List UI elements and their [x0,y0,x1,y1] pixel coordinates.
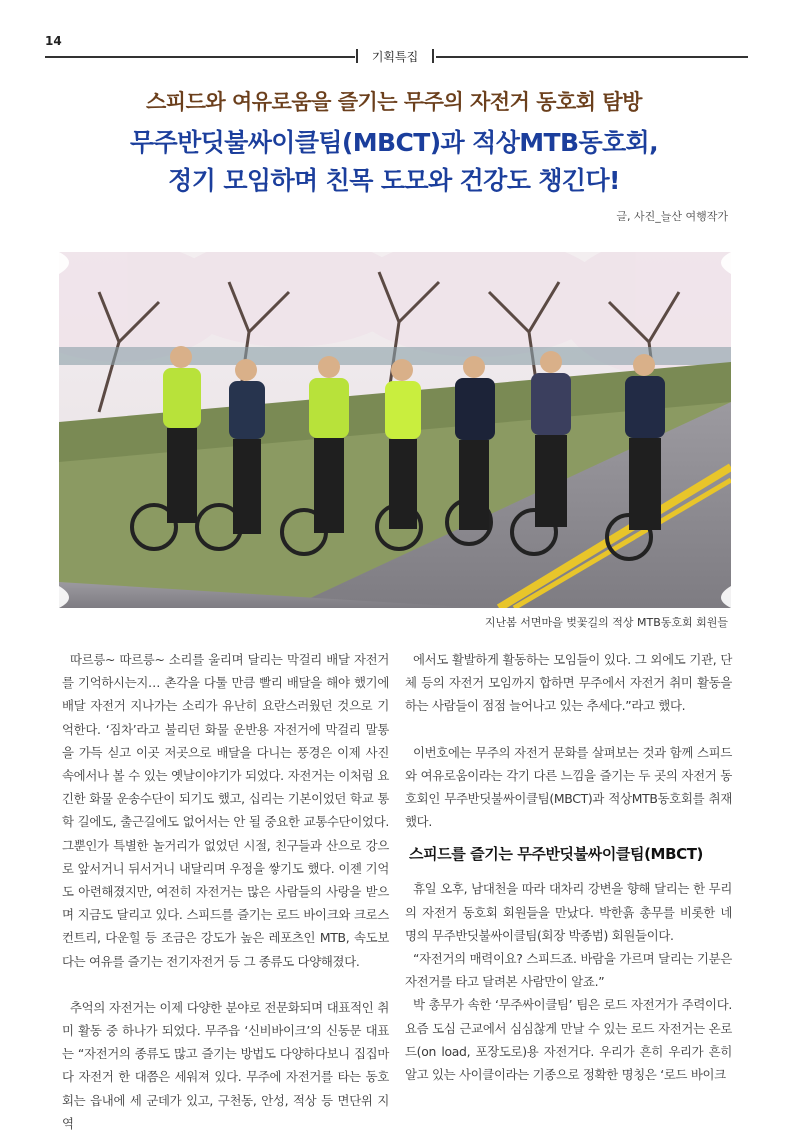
header-divider-right [432,49,434,63]
header-divider-left [356,49,358,63]
header-rule-left [45,56,355,58]
paragraph: 에서도 활발하게 활동하는 모임들이 있다. 그 외에도 기관, 단체 등의 자전거 모임까지 합하면 무주에서 자전거 취미 활동을 하는 사람들이 점점 늘어나고 있는 추세다.”라고 했다. [405,652,732,714]
paragraph: 휴일 오후, 남대천을 따라 대차리 강변을 향해 달리는 한 무리의 자전거 동호회 회원들을 만났다. 박한흙 총무를 비롯한 네 명의 무주반딧불싸이클팀(회장 박종범) 회원들이다. [405,881,732,943]
paragraph: 따르릉~ 따르릉~ 소리를 울리며 달리는 막걸리 배달 자전거를 기억하시는지… 촌각을 다툴 만큼 빨리 배달을 해야 했기에 배달 자전거 지나가는 소리가 유난히 요란스러웠던 것으로 기억한다. ‘짐차’라고 불리던 화물 운반용 자전거에 막걸리 말통을 가득 싣고 이곳 저곳으로 배달을 다니는 풍경은 이제 사진 속에서나 볼 수 있는 옛날이야기가 되었다. 자전거는 이처럼 요긴한 화물 운송수단이 되기도 했고, 십리는 기본이었던 학교 통학 길에도, 출근길에도 없어서는 안 될 중요한 교통수단이었다. 그뿐인가 특별한 놀거리가 없었던 시절, 친구들과 산으로 강으로 앞서거니 뒤서거니 내달리며 우정을 쌓기도 했다. 이젠 기억도 아련해졌지만, 여전히 자전거는 많은 사람들의 사랑을 받으며 지금도 달리고 있다. 스피드를 즐기는 로드 바이크와 크로스컨트리, 다운힐 등 조금은 강도가 높은 레포츠인 MTB, 속도보다는 여유를 즐기는 전기자전거 등 그 종류도 다양해졌다. [62,652,389,969]
paragraph: 박 총무가 속한 ‘무주싸이클팀’ 팀은 로드 자전거가 주력이다. 요즘 도심 근교에서 심심찮게 만날 수 있는 로드 자전거는 온로드(on load, 포장도로)용 자전거다. 우리가 흔히 우리가 흔히 알고 있는 사이클이라는 기종으로 정확한 명칭은 ‘로드 바이크 [405,997,732,1083]
page-number: 14 [45,34,62,48]
paragraph: 추억의 자전거는 이제 다양한 분야로 전문화되며 대표적인 취미 활동 중 하나가 되었다. 무주읍 ‘신비바이크’의 신동문 대표는 “자전거의 종류도 많고 즐기는 방법도 다양하다보니 집집마다 자전거 한 대쯤은 세워져 있다. 무주에 자전거를 타는 동호회는 읍내에 세 군데가 있고, 구천동, 안성, 적상 등 면단위 지역 [62,999,389,1131]
title-line-2: 정기 모임하며 친목 도모와 건강도 챙긴다! [168,166,620,195]
header-rule-right [436,56,748,58]
title-line-1: 무주반딧불싸이클팀(MBCT)과 적상MTB동호회, [129,128,659,157]
group-photo [59,252,731,608]
subheading: 스피드를 즐기는 무주반딧불싸이클팀(MBCT) [409,845,703,864]
photo-caption: 지난봄 서면마을 벚꽃길의 적상 MTB동호회 회원들 [484,616,728,629]
byline: 글, 사진_늘산 여행작가 [616,210,728,223]
section-label: 기획특집 [371,50,419,64]
article-kicker: 스피드와 여유로움을 즐기는 무주의 자전거 동호회 탐방 [146,90,642,114]
paragraph: 이번호에는 무주의 자전거 문화를 살펴보는 것과 함께 스피드와 여유로움이라는 각기 다른 느낌을 즐기는 두 곳의 자전거 동호회인 무주반딧불싸이클팀(MBCT)과 적상MTB동호회를 취재했다. [405,744,732,830]
left-column [62,648,389,1135]
paragraph: “자전거의 매력이요? 스피드죠. 바람을 가르며 달리는 기분은 자전거를 타고 달려본 사람만이 알죠.” [405,951,732,990]
right-column [405,648,732,1086]
article-title [0,124,788,200]
